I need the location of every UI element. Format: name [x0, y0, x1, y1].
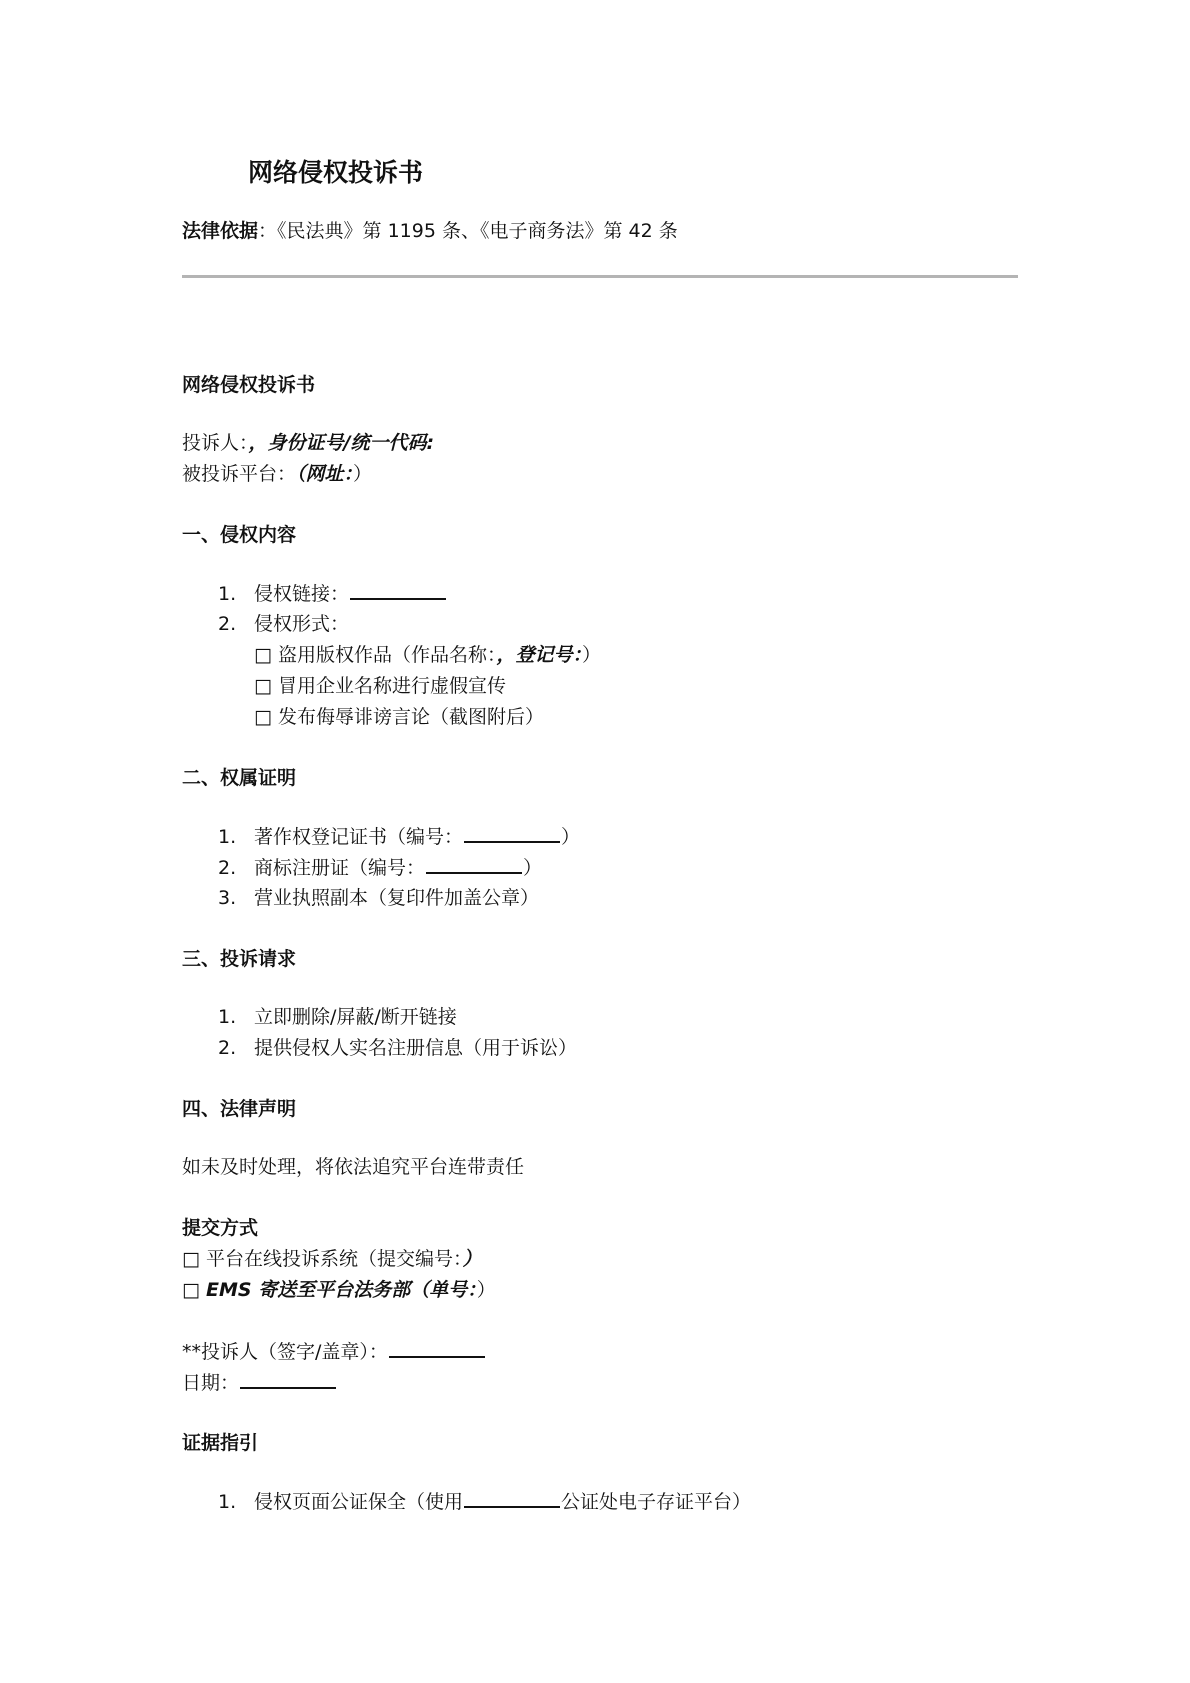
- signature-line: [182, 1338, 486, 1365]
- option-bold-text: ）: [462, 1248, 482, 1270]
- list-item: [218, 580, 447, 607]
- list-item: [218, 1004, 457, 1030]
- checkbox-option-impersonation[interactable]: □ 冒用企业名称进行虚假宣传: [254, 675, 506, 697]
- platform-line: [182, 461, 372, 487]
- list-item: [218, 611, 349, 637]
- section-heading-legal-statement: 四、法律声明: [182, 1098, 297, 1120]
- list-text: 侵权链接：: [254, 583, 350, 605]
- list-text: 商标注册证（编号：: [254, 857, 426, 879]
- signature-label: **投诉人（签字/盖章）：: [182, 1341, 388, 1363]
- checkbox-option-ems[interactable]: [182, 1277, 496, 1303]
- option-text: □ 平台在线投诉系统（提交编号：: [182, 1248, 463, 1270]
- checkbox-icon[interactable]: □: [182, 1279, 206, 1301]
- list-tail: ）: [523, 857, 543, 879]
- section-heading-requests: 三、投诉请求: [182, 948, 297, 970]
- date-line: [182, 1369, 337, 1396]
- legal-basis: [182, 218, 678, 244]
- list-text: 侵权页面公证保全（使用: [254, 1491, 464, 1513]
- section-heading-ownership: 二、权属证明: [182, 767, 297, 789]
- list-item: [218, 1035, 577, 1061]
- date-blank[interactable]: [240, 1369, 336, 1389]
- option-bold-text: EMS 寄送至平台法务部（单号：: [206, 1279, 477, 1301]
- fill-blank[interactable]: [426, 854, 522, 874]
- fill-blank[interactable]: [464, 1488, 560, 1508]
- option-tail: ）: [476, 1279, 496, 1301]
- list-number: 2.: [218, 613, 237, 635]
- submission-heading: 提交方式: [182, 1217, 259, 1239]
- list-number: 3.: [218, 887, 237, 909]
- section-heading-infringement: 一、侵权内容: [182, 524, 297, 546]
- complainant-id-label: ，身份证号/统一代码:: [248, 432, 435, 454]
- checkbox-option-copyright[interactable]: [254, 642, 601, 668]
- checkbox-option-online[interactable]: [182, 1246, 482, 1272]
- complainant-label: 投诉人：: [182, 432, 249, 454]
- list-item: [218, 854, 542, 881]
- complainant-line: [182, 430, 434, 456]
- list-text: 著作权登记证书（编号：: [254, 826, 464, 848]
- date-label: 日期：: [182, 1372, 240, 1394]
- list-item: [218, 885, 539, 911]
- platform-tail: ）: [353, 463, 373, 485]
- legal-basis-label: 法律依据: [182, 220, 259, 242]
- list-number: 2.: [218, 1037, 237, 1059]
- list-text: 提供侵权人实名注册信息（用于诉讼）: [254, 1037, 578, 1059]
- list-item: [218, 823, 580, 850]
- list-number: 2.: [218, 857, 237, 879]
- list-number: 1.: [218, 1006, 237, 1028]
- legal-basis-colon: ：: [258, 220, 278, 242]
- evidence-heading: 证据指引: [182, 1432, 259, 1454]
- checkbox-option-defamation[interactable]: □ 发布侮辱诽谤言论（截图附后）: [254, 706, 544, 728]
- horizontal-divider: [182, 275, 1018, 278]
- option-bold-text: ，登记号：: [496, 644, 583, 666]
- fill-blank[interactable]: [350, 580, 446, 600]
- checkbox-icon[interactable]: □: [254, 644, 272, 666]
- platform-label: 被投诉平台：: [182, 463, 297, 485]
- list-number: 1.: [218, 826, 237, 848]
- list-tail: 公证处电子存证平台）: [561, 1491, 752, 1513]
- platform-url-label: （网址：: [296, 463, 354, 485]
- option-tail: ）: [582, 644, 602, 666]
- list-number: 1.: [218, 583, 237, 605]
- option-text: 盗用版权作品（作品名称：: [271, 644, 497, 666]
- document-title: 网络侵权投诉书: [248, 158, 424, 187]
- list-text: 营业执照副本（复印件加盖公章）: [254, 887, 540, 909]
- list-tail: ）: [561, 826, 581, 848]
- signature-blank[interactable]: [389, 1338, 485, 1358]
- section-title: 网络侵权投诉书: [182, 374, 316, 396]
- fill-blank[interactable]: [464, 823, 560, 843]
- legal-basis-text: 《民法典》第 1195 条、《电子商务法》第 42 条: [277, 220, 678, 242]
- legal-statement-text: 如未及时处理，将依法追究平台连带责任: [182, 1156, 525, 1178]
- list-text: 侵权形式：: [254, 613, 350, 635]
- list-item: [218, 1488, 751, 1515]
- list-number: 1.: [218, 1491, 237, 1513]
- list-text: 立即删除/屏蔽/断开链接: [254, 1006, 457, 1028]
